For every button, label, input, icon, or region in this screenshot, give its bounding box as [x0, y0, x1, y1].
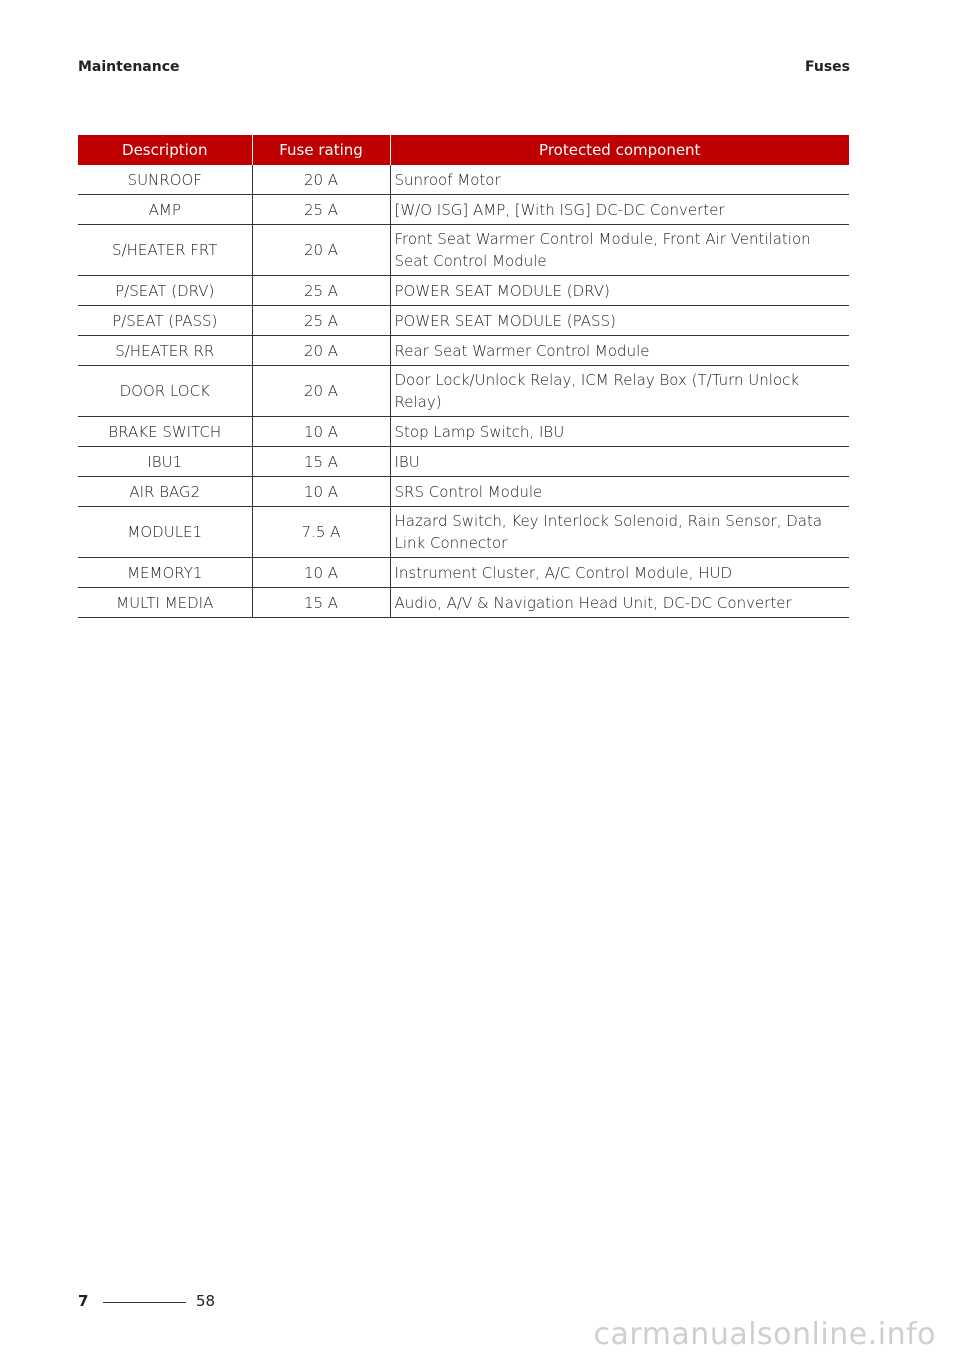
table-row: [78, 507, 849, 558]
fuse-rating: 20 A: [252, 366, 390, 417]
fuse-rating: 10 A: [252, 477, 390, 507]
fuse-rating: 25 A: [252, 276, 390, 306]
fuse-rating: 25 A: [252, 195, 390, 225]
chapter-number: 7: [78, 1292, 89, 1310]
fuse-description: BRAKE SWITCH: [78, 417, 252, 447]
fuse-description: MEMORY1: [78, 558, 252, 588]
fuse-table: [78, 135, 849, 618]
topic-title: Fuses: [805, 59, 850, 75]
section-title: Maintenance: [78, 59, 180, 75]
table-row: [78, 195, 849, 225]
protected-component: POWER SEAT MODULE (PASS): [390, 306, 849, 336]
fuse-description: DOOR LOCK: [78, 366, 252, 417]
protected-component: Rear Seat Warmer Control Module: [390, 336, 849, 366]
fuse-rating: 20 A: [252, 165, 390, 195]
protected-component: Instrument Cluster, A/C Control Module, HUD: [390, 558, 849, 588]
footer-divider: [103, 1302, 186, 1303]
protected-component: IBU: [390, 447, 849, 477]
fuse-description: S/HEATER RR: [78, 336, 252, 366]
table-header-row: [78, 135, 849, 165]
fuse-rating: 20 A: [252, 225, 390, 276]
fuse-rating: 15 A: [252, 588, 390, 618]
page-header: [78, 59, 850, 79]
table-row: [78, 477, 849, 507]
protected-component: [W/O ISG] AMP, [With ISG] DC-DC Converter: [390, 195, 849, 225]
protected-component: Hazard Switch, Key Interlock Solenoid, Rain Sensor, Data Link Connector: [390, 507, 849, 558]
fuse-rating: 20 A: [252, 336, 390, 366]
fuse-description: S/HEATER FRT: [78, 225, 252, 276]
fuse-description: SUNROOF: [78, 165, 252, 195]
watermark: carmanualsonline.info: [593, 1317, 936, 1352]
protected-component: SRS Control Module: [390, 477, 849, 507]
protected-component: POWER SEAT MODULE (DRV): [390, 276, 849, 306]
fuse-rating: 10 A: [252, 558, 390, 588]
table-row: [78, 558, 849, 588]
table-row: [78, 225, 849, 276]
fuse-rating: 25 A: [252, 306, 390, 336]
fuse-description: AMP: [78, 195, 252, 225]
column-header-protected-component: Protected component: [390, 135, 849, 165]
table-row: [78, 366, 849, 417]
fuse-rating: 10 A: [252, 417, 390, 447]
fuse-description: MODULE1: [78, 507, 252, 558]
table-row: [78, 447, 849, 477]
fuse-rating: 7.5 A: [252, 507, 390, 558]
table-row: [78, 588, 849, 618]
column-header-fuse-rating: Fuse rating: [252, 135, 390, 165]
fuse-description: IBU1: [78, 447, 252, 477]
protected-component: Audio, A/V & Navigation Head Unit, DC-DC Converter: [390, 588, 849, 618]
fuse-description: AIR BAG2: [78, 477, 252, 507]
fuse-description: MULTI MEDIA: [78, 588, 252, 618]
protected-component: Sunroof Motor: [390, 165, 849, 195]
protected-component: Front Seat Warmer Control Module, Front Air Ventilation Seat Control Module: [390, 225, 849, 276]
table-row: [78, 165, 849, 195]
fuse-rating: 15 A: [252, 447, 390, 477]
page-number: 58: [196, 1292, 216, 1310]
table-row: [78, 336, 849, 366]
fuse-description: P/SEAT (DRV): [78, 276, 252, 306]
table-row: [78, 276, 849, 306]
protected-component: Stop Lamp Switch, IBU: [390, 417, 849, 447]
column-header-description: Description: [78, 135, 252, 165]
fuse-description: P/SEAT (PASS): [78, 306, 252, 336]
table-row: [78, 417, 849, 447]
protected-component: Door Lock/Unlock Relay, ICM Relay Box (T/Turn Unlock Relay): [390, 366, 849, 417]
table-row: [78, 306, 849, 336]
